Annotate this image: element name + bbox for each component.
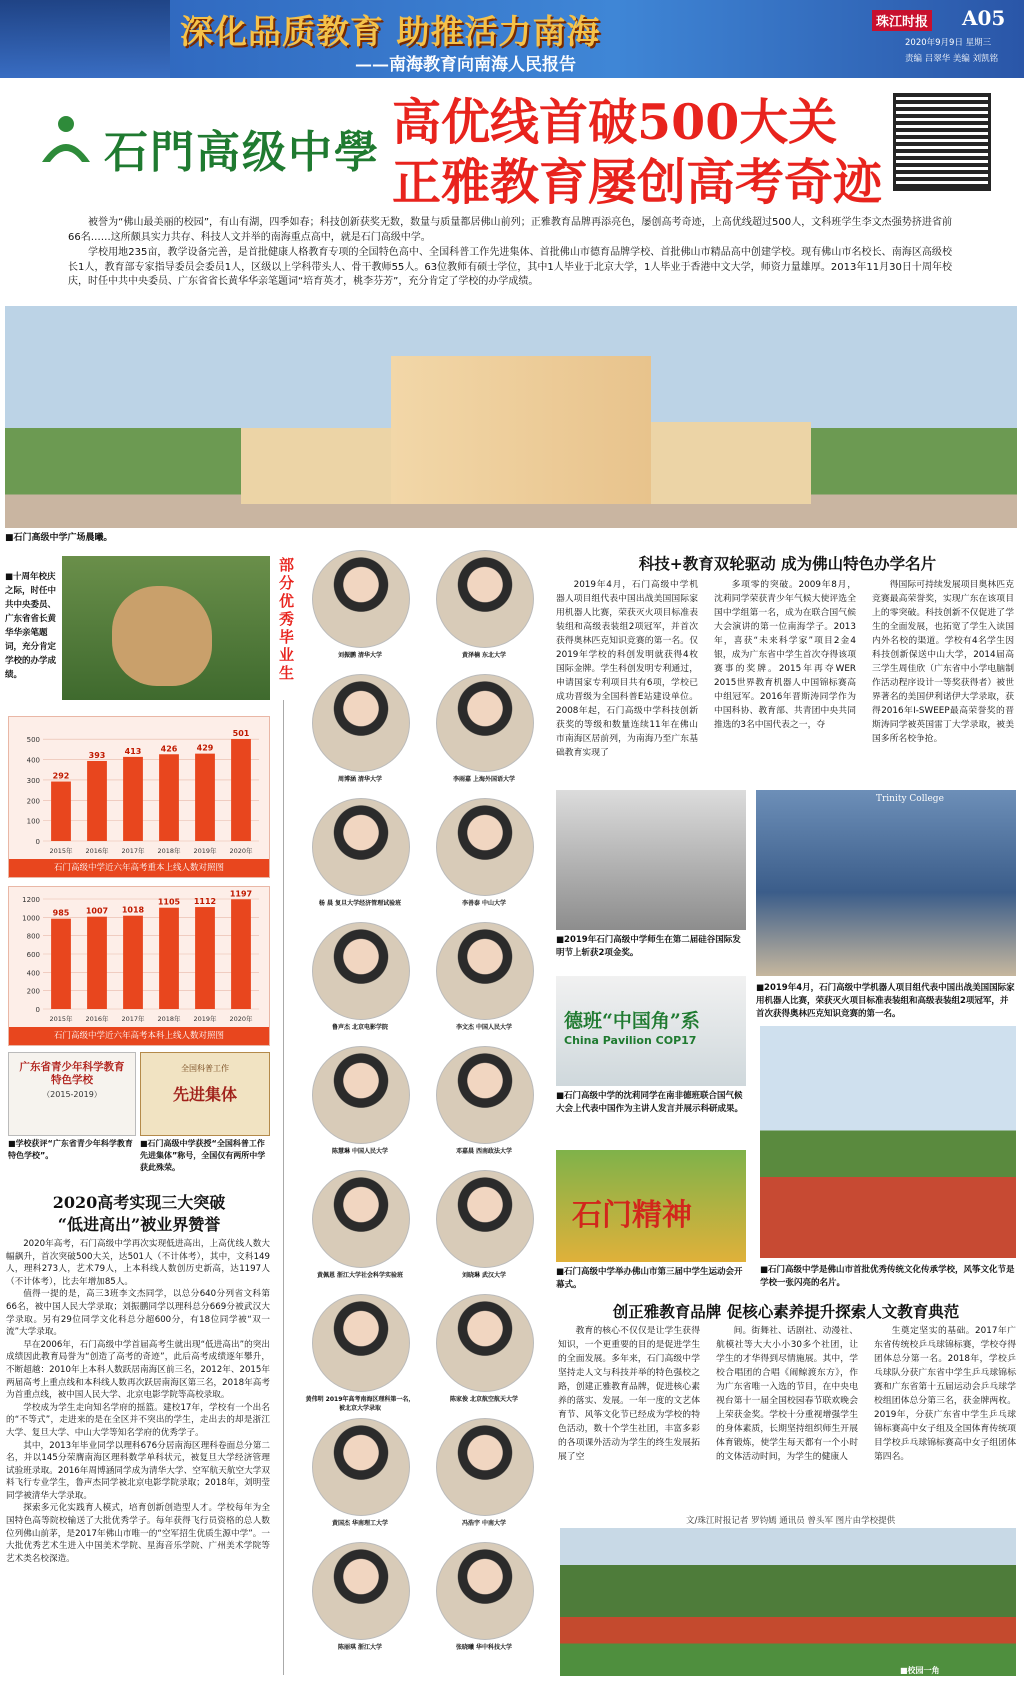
building-wing-right xyxy=(651,422,811,504)
school-logo xyxy=(38,112,94,168)
bar xyxy=(51,919,71,1009)
bottom-caption: ■校园一角 xyxy=(900,1666,940,1675)
graduate-name: 邓嘉晨 西南政法大学 xyxy=(455,1148,513,1155)
graduate-name: 张晓曦 华中科技大学 xyxy=(455,1644,513,1651)
cop17-banner-cn: 德班“中国角”系 xyxy=(564,1010,700,1032)
graduate-card xyxy=(300,922,420,1044)
graduate-card xyxy=(424,798,544,920)
cop17-caption: ■石门高级中学的沈莉同学在南非德班联合国气候大会上代表中国作为主讲人发言并展示科研成果。 xyxy=(556,1091,744,1114)
x-tick-label: 2019年 xyxy=(193,1015,217,1023)
graduate-photo xyxy=(312,1294,410,1392)
bar-value-label: 292 xyxy=(52,771,70,781)
graduate-card xyxy=(300,674,420,796)
graduate-card xyxy=(300,1294,420,1416)
graduate-photo xyxy=(312,798,410,896)
graduate-name: 刘振鹏 清华大学 xyxy=(337,652,383,659)
qr-code xyxy=(896,96,988,188)
article3-col2: 间。街舞社、话剧社、动漫社、航模社等大大小小30多个社团，让学生的才华得到尽情施展。其中，学校合唱团的合唱《闹鲸渡东方》，作为广东省唯一入选的节目，在中央电视台第十一届全国校园春节联欢晚会上荣获金奖。学校十分重视增强学生的身体素质，长期坚持组织师生开展体育锻炼，使学生每天都有一个小时的文体活动时间，为学生的健康人 xyxy=(716,1326,858,1462)
bar-value-label: 1112 xyxy=(193,897,217,907)
x-tick-label: 2020年 xyxy=(229,1015,253,1023)
bar xyxy=(195,907,215,1009)
graduate-photo xyxy=(436,798,534,896)
article3-col3: 生奠定坚实的基础。2017年广东省传统校乒乓球锦标赛，学校夺得团体总分第一名。2018年，学校乒乓球队分获广东省中学生乒乓球锦标赛和广东省第十五届运动会乒乓球学校组团体总分第三名，获金牌两枚。2019年，分获广东省中学生乒乓球锦标赛高中女子组及全国体育传统项目学校乒乓球锦标赛高中女子组团体第四名。 xyxy=(874,1326,1016,1462)
bar-value-label: 1018 xyxy=(121,905,145,915)
graduate-name: 李文杰 中国人民大学 xyxy=(455,1024,513,1031)
credits: 文/珠江时报记者 罗钧嫣 通讯员 曾头军 图片由学校提供 xyxy=(686,1516,896,1526)
plaque1-years: （2015-2019） xyxy=(42,1090,102,1099)
article1-p5: 其中，2013年毕业同学以理科676分居南海区理科卷面总分第二名，并以145分荣膺南海区理科数学单科状元，被复旦大学经济管理试验班录取。2016年周博涵同学成为清华大学、空军航天航空大学双料飞行专业学生，鲁声杰同学被北京电影学院录取；2018年，刘明莹同学被清华大学录取。 xyxy=(6,1440,270,1501)
article1-p2: 值得一提的是，高三3班李文杰同学，以总分640分列省文科第66名，被中国人民大学录取；刘振鹏同学以理科总分669分被武汉大学录取。另有29位同学文化科总分超600分，有18位同学被“双一流”大学录取。 xyxy=(6,1289,270,1338)
y-tick-label: 400 xyxy=(26,756,40,765)
main-photo-caption: ■石门高级中学广场晨曦。 xyxy=(5,533,113,543)
graduate-photo xyxy=(436,674,534,772)
rock-photo xyxy=(62,556,270,700)
y-tick-label: 100 xyxy=(26,817,40,826)
banner-subtitle: ——南海教育向南海人民报告 xyxy=(355,55,576,75)
page-number: A05 xyxy=(962,6,1006,30)
top-banner xyxy=(0,0,1024,78)
graduate-name: 刘晓琳 武汉大学 xyxy=(461,1272,507,1279)
y-tick-label: 1000 xyxy=(22,914,40,923)
y-tick-label: 0 xyxy=(35,838,40,846)
x-tick-label: 2017年 xyxy=(121,847,145,855)
bar xyxy=(159,754,179,841)
bar-value-label: 429 xyxy=(196,743,214,753)
bar xyxy=(159,908,179,1009)
bar-value-label: 1007 xyxy=(85,906,109,916)
editors: 责编 吕翠华 美编 刘凯铭 xyxy=(905,54,999,64)
x-tick-label: 2018年 xyxy=(157,1015,181,1023)
graduate-photo xyxy=(312,1170,410,1268)
bar-value-label: 501 xyxy=(232,728,250,738)
graduate-name: 黄泽楠 东北大学 xyxy=(461,652,507,659)
bar-value-label: 985 xyxy=(52,908,70,918)
x-tick-label: 2018年 xyxy=(157,847,181,855)
graduate-card xyxy=(300,1418,420,1540)
rock-caption: ■十周年校庆之际，时任中共中央委员、广东省省长黄华华亲笔题词，充分肯定学校的办学成绩。 xyxy=(5,572,57,680)
issue-date: 2020年9月9日 星期三 xyxy=(905,38,992,48)
plaque1-title: 广东省青少年科学教育特色学校 xyxy=(19,1061,125,1086)
graduate-name: 陈家俊 北京航空航天大学 xyxy=(449,1396,519,1403)
article1-p4: 学校成为学生走向知名学府的摇篮。建校17年，学校有一个出名的“不等式”，走进来的是在全区并不突出的学生，走出去的却是浙江大学、复旦大学、中山大学等知名学府的优秀学子。 xyxy=(6,1402,270,1438)
intro-paragraph-1: 被誉为“佛山最美丽的校园”，有山有湖，四季如春；科技创新获奖无数，数量与质量都居佛山前列；正雅教育品牌再添亮色，屡创高考奇迹，上高优线超过500人，文科班学生李文杰强势挤进省前66名……这所颇具实力共存、科技人文并举的南海重点高中，就是石门高级中学。 xyxy=(68,217,952,243)
plaque2-org: 全国科普工作 xyxy=(181,1064,229,1073)
chart-key-universities xyxy=(8,716,270,878)
graduate-photo xyxy=(436,550,534,648)
y-tick-label: 0 xyxy=(35,1006,40,1014)
headline-line1: 高优线首破500大关 xyxy=(392,93,838,151)
chart2-title: 石门高级中学近六年高考本科上线人数对照图 xyxy=(9,1027,269,1045)
bar xyxy=(231,739,251,841)
trinity-banner: Trinity College xyxy=(876,794,944,804)
graduate-card xyxy=(424,1294,544,1416)
graduate-name: 黄伟明 2019年高考南海区理科第一名，被北京大学录取 xyxy=(305,1396,415,1412)
chart-undergrad-svg xyxy=(9,887,269,1027)
graduate-photo xyxy=(312,1046,410,1144)
y-tick-label: 200 xyxy=(26,797,40,806)
graduate-name: 陈慧琳 中国人民大学 xyxy=(331,1148,389,1155)
graduate-photo xyxy=(436,922,534,1020)
graduate-photo xyxy=(312,922,410,1020)
kite-photo xyxy=(760,1026,1016,1258)
campus-aerial-photo xyxy=(560,1528,1016,1676)
bar xyxy=(51,782,71,841)
bar-value-label: 426 xyxy=(160,744,178,754)
plaque-advanced-collective xyxy=(140,1052,270,1136)
x-tick-label: 2019年 xyxy=(193,847,217,855)
stadium-text: 石门精神 xyxy=(572,1198,692,1233)
bar xyxy=(123,757,143,841)
intro-paragraph-2: 学校用地235亩，教学设备完善，是首批健康人格教育专项的全国特色高中、全国科普工作先进集体、首批佛山市德育品牌学校、首批佛山市精品高中创建学校。现有佛山市名校长、南海区高级校长1人，教育部专家指导委员会委员1人，区级以上学科带头人、骨干教师55人。63位教师有硕士学位，其中1人毕业于北京大学，1人毕业于香港中文大学，师资力量雄厚。2013年11月30日十周年校庆，时任中共中央委员、广东省省长黄华华亲笔题词“培育英才，桃李芬芳”，充分肯定了学校的办学成绩。 xyxy=(68,247,952,287)
bar xyxy=(87,917,107,1009)
graduate-photo xyxy=(312,1542,410,1640)
graduate-card xyxy=(300,1046,420,1168)
y-tick-label: 400 xyxy=(26,969,40,978)
graduate-card xyxy=(424,1170,544,1292)
main-campus-photo xyxy=(5,306,1017,528)
school-emblem-icon xyxy=(38,112,94,168)
chart-undergrad xyxy=(8,886,270,1046)
pingpong-caption: ■石门高级中学是佛山市首批优秀传统文化传承学校，风筝文化节是学校一张闪亮的名片。 xyxy=(760,1265,1015,1288)
rock-stone xyxy=(112,586,212,686)
article1-body xyxy=(6,1238,270,1678)
bar-value-label: 393 xyxy=(88,750,106,760)
y-tick-label: 600 xyxy=(26,951,40,959)
article1-title-1: 2020高考实现三大突破 xyxy=(52,1193,226,1212)
plaque2-title: 先进集体 xyxy=(172,1085,237,1104)
y-tick-label: 500 xyxy=(26,736,40,745)
article1-p1: 2020年高考，石门高级中学再次实现低进高出，上高优线人数大幅飙升，首次突破500大关，达501人（不计体考），其中，文科149人，理科273人，艺术79人，上本科线人数创历史新高，达1197人（不计体考），比去年增加85人。 xyxy=(6,1239,270,1287)
y-tick-label: 1200 xyxy=(22,896,40,904)
article1-title-2: “低进高出”被业界赞誉 xyxy=(57,1215,221,1234)
x-tick-label: 2015年 xyxy=(49,1015,73,1023)
y-tick-label: 300 xyxy=(26,776,40,785)
bar xyxy=(87,761,107,841)
article3-title: 创正雅教育品牌 促核心素养提升探索人文教育典范 xyxy=(612,1302,960,1321)
sports-meet-caption: ■石门高级中学举办佛山市第三届中学生运动会开幕式。 xyxy=(556,1267,743,1290)
banner-silhouettes xyxy=(0,0,170,78)
robot-team-caption: ■2019年4月，石门高级中学机器人项目组代表中国出战美国国际家用机器人比赛，荣获灭火项目标准表装组和高级表装组2项冠军，并首次获得奥林匹克知识竞赛的第一名。 xyxy=(756,983,1015,1019)
graduate-card xyxy=(300,1170,420,1292)
section-vertical-title: 部分优秀毕业生 xyxy=(279,556,295,682)
article1-p6: 探索多元化实践育人模式，培育创新创造型人才。学校每年为全国特色高等院校输送了大批优秀学子。每年获得飞行员资格的总人数位列佛山前茅，是2017年佛山市唯一的“空军招生优质生源中学”。一大批优秀艺术生进入中国美术学院、星海音乐学院、广州美术学院等艺术类名校深造。 xyxy=(6,1503,270,1564)
graduate-name: 李善泰 中山大学 xyxy=(461,900,507,907)
graduate-card xyxy=(424,922,544,1044)
cop17-photo xyxy=(556,976,746,1086)
x-tick-label: 2020年 xyxy=(229,847,253,855)
graduate-name: 李雨嘉 上海外国语大学 xyxy=(452,776,516,783)
building-wing-left xyxy=(241,428,391,504)
graduate-photo xyxy=(436,1046,534,1144)
school-name: 石門高级中學 xyxy=(104,127,380,178)
article2-col3: 得国际可持续发展项目奥林匹克竞赛最高荣誉奖，实现广东在该项目上的零突破。科技创新不仅促进了学生的全面发展，也拓宽了学生入读国内外名校的渠道。学校有4名学生因科技创新保送中山大学，2014届高三学生周佳欣（广东省中小学电脑制作活动程序设计一等奖获得者）被世界著名的美国伊利诺伊大学录取，获得2016年I-SWEEP最高荣誉奖的晋斯涛同学被英国雷丁大学录取，被美国多所名校争抢。 xyxy=(872,580,1014,744)
article1-p3: 早在2006年，石门高级中学首届高考生就出现“低进高出”的突出成绩因此教育局誉为“创造了高考的奇迹”，此后高考成绩逐年攀升，不断超越：2010年上本科人数跃居南海区前三名，2012年、2015年两届高考上重点线和本科线人数再次跃居南海区第三名，2018年高考为首重点线，被中国人民大学、北京电影学院等高校录取。 xyxy=(6,1339,270,1401)
article3-col1: 教育的核心不仅仅是让学生获得知识，一个更重要的目的是促进学生的全面发展。多年来，石门高级中学坚持走人文与科技并举的特色强校之路，创建正雅教育品牌，促进核心素养的落实、发展。一年一度的文艺体育节、风筝文化节已经成为学校的特色活动，数十个学生社团，丰富多彩的各项课外活动为学生的终生发展拓展了空 xyxy=(558,1326,700,1462)
award-caption-1: ■学校获评“广东省青少年科学教育特色学校”。 xyxy=(8,1139,133,1160)
headline-line2: 正雅教育屡创高考奇迹 xyxy=(392,153,883,211)
graduate-name: 冯浩宇 中南大学 xyxy=(461,1520,507,1527)
graduate-name: 黄佩恩 浙江大学社会科学实验班 xyxy=(316,1272,404,1279)
x-tick-label: 2016年 xyxy=(85,847,109,855)
graduate-photo xyxy=(312,674,410,772)
graduate-photo xyxy=(436,1170,534,1268)
article2-col1: 2019年4月，石门高级中学机器人项目组代表中国出战美国国际家用机器人比赛，荣获灭火项目标准表装组和高级表装组2项冠军，并首次获得奥林匹克知识竞赛的第一名。仅2019年学校的科创发明就获得4枚国际金牌。学生科创发明专利通过，申请国家专利项目共有6项，学校已成功晋级为全国科普E站建设单位。2008年起，石门高级中学科技创新获奖的等级和数量连续11年在佛山市南海区居前列，为南海乃至广东基础教育实现了 xyxy=(556,580,698,758)
graduate-photo xyxy=(436,1294,534,1392)
y-tick-label: 200 xyxy=(26,987,40,996)
bar xyxy=(195,754,215,841)
award-ceremony-caption: ■2019年石门高级中学师生在第二届硅谷国际发明节上斩获2项金奖。 xyxy=(556,935,741,958)
graduate-name: 杨 晨 复旦大学经济管理试验班 xyxy=(318,900,402,907)
graduate-name: 陈丽琪 浙江大学 xyxy=(337,1644,383,1651)
chart1-title: 石门高级中学近六年高考重本上线人数对照图 xyxy=(9,859,269,877)
graduate-photo xyxy=(436,1542,534,1640)
graduate-photo xyxy=(312,550,410,648)
graduate-card xyxy=(424,550,544,672)
bar-value-label: 1197 xyxy=(229,889,253,899)
x-tick-label: 2017年 xyxy=(121,1015,145,1023)
graduate-photo xyxy=(436,1418,534,1516)
graduate-card xyxy=(424,1542,544,1664)
bar-value-label: 413 xyxy=(124,746,142,756)
graduate-name: 鲁声杰 北京电影学院 xyxy=(331,1024,389,1031)
x-tick-label: 2015年 xyxy=(49,847,73,855)
cop17-banner-en: China Pavilion COP17 xyxy=(564,1034,697,1047)
graduate-card xyxy=(424,1046,544,1168)
banner-slogan: 深化品质教育 助推活力南海 xyxy=(180,12,601,51)
y-tick-label: 800 xyxy=(26,932,40,941)
bar xyxy=(231,899,251,1009)
chart-key-universities-svg xyxy=(9,717,269,859)
award-ceremony-photo xyxy=(556,790,746,930)
graduate-card xyxy=(424,674,544,796)
x-tick-label: 2016年 xyxy=(85,1015,109,1023)
article2-col2: 多项零的突破。2009年8月，沈莉同学荣获青少年气候大使评选全国中学组第一名，成为在联合国气候大会演讲的第一位南海学子。2013年，喜获“未来科学家”项目2金4银，成为广东省中学生首次夺得该项赛事的奖牌。2015年再夺WER 2015世界教育机器人中国锦标赛高中组冠军。2016年晋斯涛同学作为中国科协、教育部、共青团中央共同推选的3名中国代表之一，夺 xyxy=(714,580,856,730)
graduate-card xyxy=(424,1418,544,1540)
graduate-name: 周博涵 清华大学 xyxy=(337,776,383,783)
graduate-name: 黄国杰 华南理工大学 xyxy=(331,1520,389,1527)
robot-team-photo xyxy=(756,790,1016,976)
graduates-grid xyxy=(300,550,548,1680)
graduate-card xyxy=(300,1542,420,1664)
building-photo xyxy=(391,356,651,504)
bar-value-label: 1105 xyxy=(157,897,181,907)
article2-title: 科技+教育双轮驱动 成为佛山特色办学名片 xyxy=(638,554,937,573)
plaque-science-school xyxy=(8,1052,136,1136)
paper-name: 珠江时报 xyxy=(872,10,932,31)
graduate-card xyxy=(300,550,420,672)
column-divider xyxy=(283,700,284,1675)
graduate-photo xyxy=(312,1418,410,1516)
award-caption-2: ■石门高级中学获授“全国科普工作先进集体”称号，全国仅有两所中学获此殊荣。 xyxy=(140,1139,266,1172)
bar xyxy=(123,916,143,1009)
sports-meet-photo xyxy=(556,1150,746,1262)
graduate-card xyxy=(300,798,420,920)
